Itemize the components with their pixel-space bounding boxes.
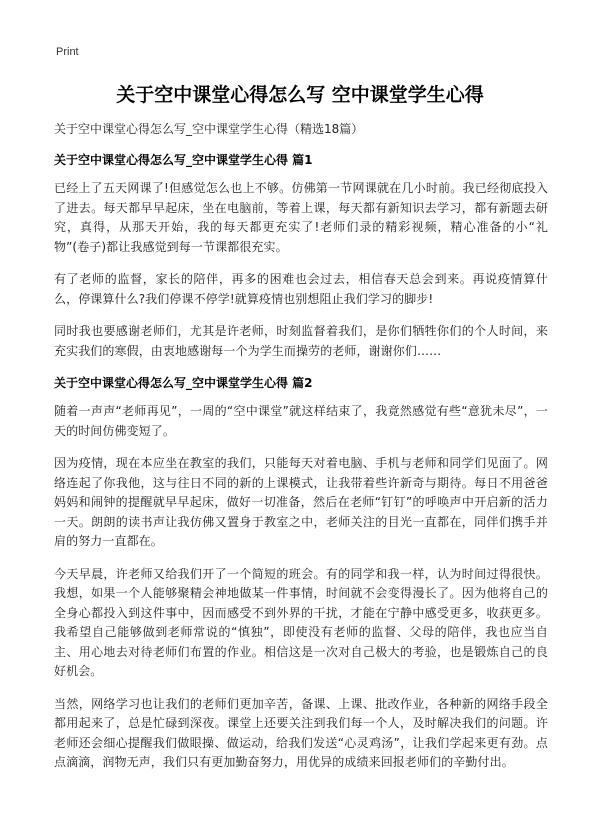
section-2-paragraph: 随着一声声“老师再见”，一周的“空中课堂”就这样结束了，我竟然感觉有些“意犹未尽”，一天的时间仿佛变短了。 — [54, 404, 548, 438]
section-1-paragraph: 有了老师的监督，家长的陪伴，再多的困难也会过去，相信春天总会到来。再说疫情算什么，停课算什么?我们停课不停学!就算疫情也别想阻止我们学习的脚步! — [54, 272, 548, 306]
section-2-paragraph: 今天早晨，许老师又给我们开了一个简短的班会。有的同学和我一样，认为时间过得很快。我想，如果一个人能够聚精会神地做某一件事情，时间就不会变得漫长了。因为他将自己的全身心都投入到这件事中，因而感受不到外界的干扰，才能在宁静中感受更多，收获更多。我希望自己能够做到老师常说的“慎独”，即使没有老师的监督、父母的陪伴，我也应当自主、用心地去对待老师们布置的作业。相信这是一次对自己极大的考验，也是锻炼自己的良好机会。 — [54, 566, 548, 678]
section-2-paragraph: 当然，网络学习也让我们的老师们更加辛苦，备课、上课、批改作业，各种新的网络手段全都用起来了，总是忙碌到深夜。课堂上还要关注到我们每一个人，及时解决我们的问题。许老师还会细心提醒我们做眼操、做运动，给我们发送“心灵鸡汤”，让我们学起来更有劲。点点滴滴，润物无声，我们只有更加勤奋努力，用优异的成绩来回报老师们的辛勤付出。 — [54, 696, 548, 769]
section-2-heading: 关于空中课堂心得怎么写_空中课堂学生心得 篇2 — [54, 376, 313, 390]
article-subtitle: 关于空中课堂心得怎么写_空中课堂学生心得（精选18篇） — [54, 122, 364, 136]
print-link[interactable]: Print — [56, 46, 79, 58]
section-1-paragraph: 已经上了五天网课了!但感觉怎么也上不够。仿佛第一节网课就在几小时前。我已经彻底投入了进去。每天都早早起床，坐在电脑前，等着上课，每天都有新知识去学习，都有新题去研究，真得，从那天开始，我的每天都更充实了!老师们录的精彩视频，精心准备的小“礼物”(卷子)都让我感觉到每一节课都很充实。 — [54, 181, 548, 254]
article-body — [54, 120, 548, 786]
section-1-paragraph: 同时我也要感谢老师们，尤其是许老师，时刻监督着我们，是你们牺牲你们的个人时间，来充实我们的寒假，由衷地感谢每一个为学生而操劳的老师，谢谢你们…… — [54, 324, 548, 358]
section-1-heading: 关于空中课堂心得怎么写_空中课堂学生心得 篇1 — [54, 153, 313, 167]
section-2-paragraph: 因为疫情，现在本应坐在教室的我们，只能每天对着电脑、手机与老师和同学们见面了。网络连起了你我他，这与往日不同的新的上课模式，让我带着些许新奇与期待。每日不用爸爸妈妈和闹钟的提醒就早早起床，做好一切准备，然后在老师“钉钉”的呼唤声中开启新的活力一天。朗朗的读书声让我仿佛又置身于教室之中，老师关注的目光一直都在，同伴们携手并肩的努力一直都在。 — [54, 456, 548, 548]
page-title: 关于空中课堂心得怎么写 空中课堂学生心得 — [116, 84, 484, 106]
